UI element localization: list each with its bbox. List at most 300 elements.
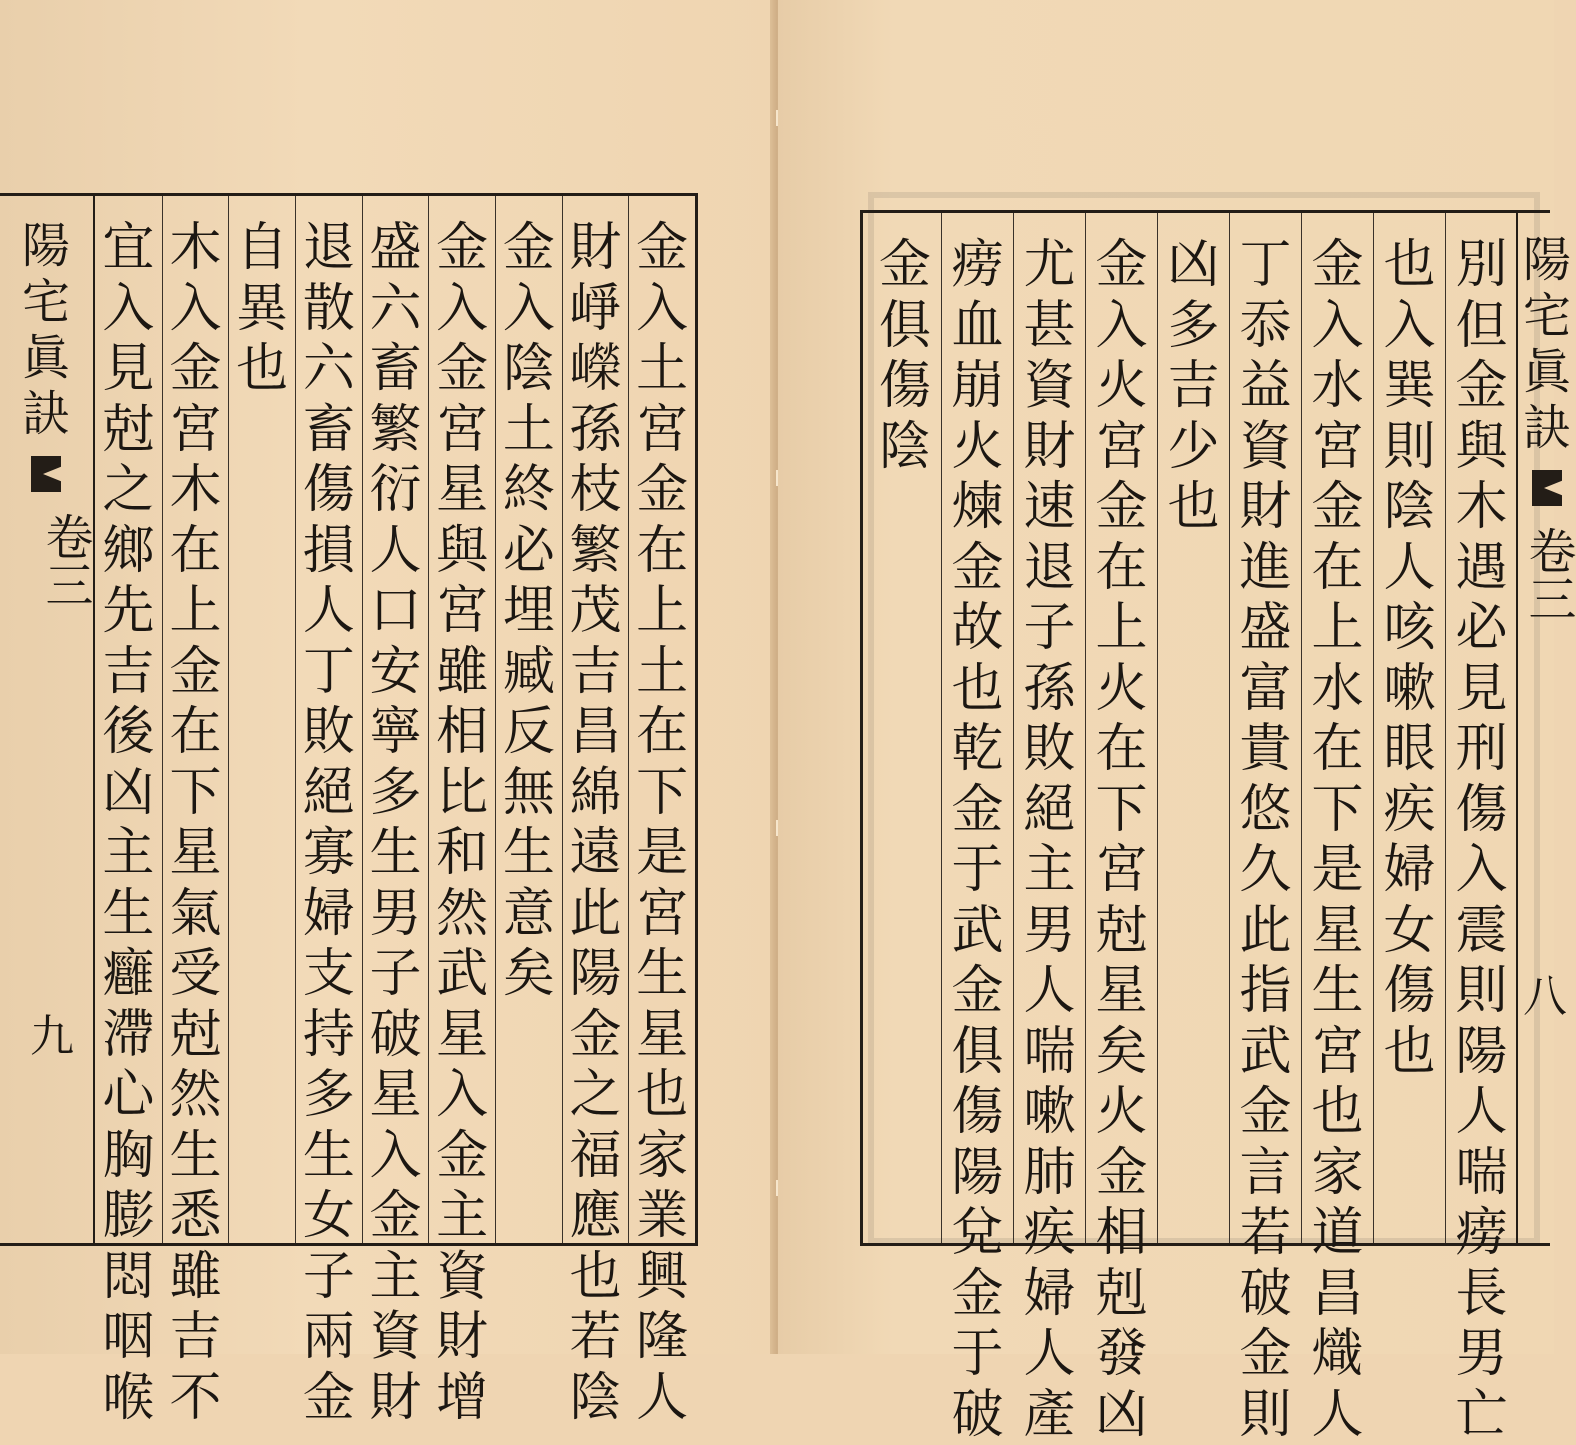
glyph: 血 [942, 296, 1013, 357]
text-column [1013, 213, 1085, 1243]
glyph: 生 [496, 823, 562, 884]
left-text-frame [0, 193, 698, 1246]
glyph: 在 [629, 702, 695, 763]
glyph: 少 [1158, 417, 1229, 478]
glyph: 女 [296, 1186, 362, 1247]
glyph: 受 [163, 944, 229, 1005]
glyph: 資 [1014, 356, 1085, 417]
fold-title-glyph: 訣 [1518, 400, 1576, 456]
glyph: 主 [1014, 840, 1085, 901]
glyph: 宮 [429, 400, 495, 461]
glyph: 然 [163, 1065, 229, 1126]
glyph: 金 [1230, 1324, 1301, 1385]
glyph: 人 [1014, 961, 1085, 1022]
right-text-frame [860, 210, 1550, 1246]
glyph: 久 [1230, 840, 1301, 901]
glyph: 男 [1446, 1324, 1517, 1385]
glyph: 埋 [496, 581, 562, 642]
glyph: 傷 [869, 356, 941, 417]
text-column [428, 196, 495, 1243]
glyph: 乾 [942, 719, 1013, 780]
glyph: 崩 [942, 356, 1013, 417]
text-column [869, 213, 941, 1243]
glyph: 增 [429, 1368, 495, 1429]
glyph: 土 [629, 339, 695, 400]
glyph: 必 [496, 521, 562, 582]
left-page [0, 0, 778, 1354]
glyph: 先 [95, 581, 162, 642]
text-column [628, 196, 695, 1243]
glyph: 金 [629, 460, 695, 521]
glyph: 下 [163, 763, 229, 824]
text-column [1157, 213, 1229, 1243]
glyph: 不 [163, 1368, 229, 1429]
glyph: 土 [496, 400, 562, 461]
glyph: 則 [1446, 961, 1517, 1022]
glyph: 但 [1446, 296, 1517, 357]
glyph: 財 [363, 1368, 429, 1429]
glyph: 道 [1302, 1203, 1373, 1264]
glyph: 在 [629, 521, 695, 582]
glyph: 在 [1302, 719, 1373, 780]
glyph: 入 [629, 279, 695, 340]
glyph: 盛 [1230, 598, 1301, 659]
glyph: 長 [1446, 1264, 1517, 1325]
text-column [941, 213, 1013, 1243]
glyph: 之 [95, 460, 162, 521]
glyph: 兌 [942, 1203, 1013, 1264]
glyph: 兩 [296, 1307, 362, 1368]
glyph: 金 [1302, 235, 1373, 296]
glyph: 雖 [163, 1247, 229, 1308]
glyph: 畜 [296, 400, 362, 461]
glyph: 福 [563, 1126, 629, 1187]
glyph: 入 [95, 279, 162, 340]
glyph: 損 [296, 521, 362, 582]
glyph: 金 [563, 1005, 629, 1066]
glyph: 婦 [1374, 840, 1445, 901]
glyph: 敗 [1014, 719, 1085, 780]
glyph: 是 [629, 823, 695, 884]
glyph: 則 [1374, 417, 1445, 478]
glyph: 孫 [1014, 659, 1085, 720]
fold-title-glyph: 陽 [0, 218, 93, 274]
glyph: 滯 [95, 1005, 162, 1066]
glyph: 主 [95, 823, 162, 884]
glyph: 陰 [1374, 477, 1445, 538]
left-page-fold-margin [0, 196, 95, 1243]
glyph: 和 [429, 823, 495, 884]
glyph: 咳 [1374, 598, 1445, 659]
glyph: 衍 [363, 460, 429, 521]
glyph: 水 [1302, 356, 1373, 417]
glyph: 安 [363, 642, 429, 703]
glyph: 指 [1230, 961, 1301, 1022]
glyph: 絕 [1014, 780, 1085, 841]
glyph: 宮 [429, 581, 495, 642]
text-column [362, 196, 429, 1243]
glyph: 吉 [563, 642, 629, 703]
glyph: 土 [629, 642, 695, 703]
glyph: 則 [1230, 1385, 1301, 1445]
glyph: 退 [296, 218, 362, 279]
glyph: 入 [1374, 296, 1445, 357]
glyph: 上 [163, 581, 229, 642]
glyph: 悶 [95, 1247, 162, 1308]
glyph: 煉 [942, 477, 1013, 538]
glyph: 破 [1230, 1264, 1301, 1325]
glyph: 傷 [1446, 780, 1517, 841]
glyph: 陰 [496, 339, 562, 400]
glyph: 生 [296, 1126, 362, 1187]
glyph: 資 [363, 1307, 429, 1368]
glyph: 宮 [629, 884, 695, 945]
glyph: 女 [1374, 901, 1445, 962]
glyph: 金 [429, 218, 495, 279]
glyph: 嗽 [1374, 659, 1445, 720]
glyph: 財 [563, 218, 629, 279]
glyph: 生 [629, 944, 695, 1005]
glyph: 宮 [1302, 1022, 1373, 1083]
fold-title-glyph: 宅 [0, 274, 93, 330]
glyph: 男 [1014, 901, 1085, 962]
glyph: 矣 [496, 944, 562, 1005]
glyph: 相 [429, 702, 495, 763]
glyph: 凶 [1158, 235, 1229, 296]
glyph: 咽 [95, 1307, 162, 1368]
glyph: 破 [363, 1005, 429, 1066]
glyph: 財 [1230, 477, 1301, 538]
glyph: 相 [1086, 1203, 1157, 1264]
glyph: 人 [1302, 1385, 1373, 1445]
glyph: 盛 [363, 218, 429, 279]
glyph: 喘 [1446, 1143, 1517, 1204]
text-column [1229, 213, 1301, 1243]
glyph: 隆 [629, 1307, 695, 1368]
fold-title-glyph: 宅 [1518, 288, 1576, 344]
glyph: 鄉 [95, 521, 162, 582]
glyph: 多 [363, 763, 429, 824]
glyph: 退 [1014, 538, 1085, 599]
glyph: 火 [1086, 659, 1157, 720]
glyph: 金 [163, 642, 229, 703]
glyph: 俱 [869, 296, 941, 357]
fishtail-mark-icon [1532, 470, 1562, 506]
glyph: 見 [95, 339, 162, 400]
glyph: 寡 [296, 823, 362, 884]
glyph: 宮 [1302, 417, 1373, 478]
glyph: 資 [1230, 417, 1301, 478]
glyph: 星 [429, 1005, 495, 1066]
glyph: 宮 [1086, 417, 1157, 478]
glyph: 多 [1158, 296, 1229, 357]
glyph: 也 [1302, 1082, 1373, 1143]
text-column [562, 196, 629, 1243]
glyph: 于 [942, 1324, 1013, 1385]
glyph: 木 [163, 218, 229, 279]
fold-title-glyph: 陽 [1518, 232, 1576, 288]
glyph: 雖 [429, 642, 495, 703]
glyph: 人 [1014, 1324, 1085, 1385]
glyph: 上 [1086, 598, 1157, 659]
glyph: 茂 [563, 581, 629, 642]
glyph: 心 [95, 1065, 162, 1126]
glyph: 疾 [1374, 780, 1445, 841]
glyph: 六 [363, 279, 429, 340]
glyph: 金 [1086, 1143, 1157, 1204]
glyph: 男 [363, 884, 429, 945]
glyph: 入 [363, 1126, 429, 1187]
fold-juan-label: 卷三 [0, 500, 93, 620]
glyph: 婦 [1014, 1264, 1085, 1325]
glyph: 傷 [296, 460, 362, 521]
glyph: 持 [296, 1005, 362, 1066]
glyph: 在 [163, 521, 229, 582]
glyph: 火 [1086, 356, 1157, 417]
glyph: 喘 [1014, 1022, 1085, 1083]
glyph: 也 [563, 1247, 629, 1308]
glyph: 也 [1158, 477, 1229, 538]
glyph: 絕 [296, 763, 362, 824]
glyph: 繁 [563, 521, 629, 582]
glyph: 氣 [163, 884, 229, 945]
fold-title-glyph: 眞 [0, 330, 93, 386]
glyph: 人 [629, 1368, 695, 1429]
glyph: 入 [496, 279, 562, 340]
glyph: 子 [296, 1247, 362, 1308]
glyph: 富 [1230, 659, 1301, 720]
glyph: 也 [1374, 1022, 1445, 1083]
glyph: 金 [363, 1186, 429, 1247]
glyph: 進 [1230, 538, 1301, 599]
glyph: 遠 [563, 823, 629, 884]
text-column [1301, 213, 1373, 1243]
glyph: 主 [429, 1186, 495, 1247]
glyph: 寧 [363, 702, 429, 763]
glyph: 是 [1302, 840, 1373, 901]
text-column [162, 196, 229, 1243]
glyph: 陽 [563, 944, 629, 1005]
glyph: 剋 [1086, 1264, 1157, 1325]
glyph: 入 [429, 1065, 495, 1126]
glyph: 星 [363, 1065, 429, 1126]
glyph: 與 [1446, 417, 1517, 478]
glyph: 與 [429, 521, 495, 582]
glyph: 散 [296, 279, 362, 340]
glyph: 陰 [869, 417, 941, 478]
glyph: 速 [1014, 477, 1085, 538]
glyph: 金 [163, 339, 229, 400]
glyph: 武 [942, 901, 1013, 962]
glyph: 悠 [1230, 780, 1301, 841]
glyph: 宮 [629, 400, 695, 461]
glyph: 繁 [363, 400, 429, 461]
glyph: 金 [1230, 1082, 1301, 1143]
glyph: 也 [1374, 235, 1445, 296]
text-column [1445, 213, 1517, 1243]
glyph: 無 [496, 763, 562, 824]
text-column [1373, 213, 1445, 1243]
glyph: 上 [1302, 598, 1373, 659]
glyph: 金 [942, 1264, 1013, 1325]
glyph: 尅 [163, 1005, 229, 1066]
glyph: 子 [363, 944, 429, 1005]
glyph: 綿 [563, 763, 629, 824]
glyph: 六 [296, 339, 362, 400]
glyph: 此 [1230, 901, 1301, 962]
glyph: 在 [1086, 538, 1157, 599]
glyph: 金 [629, 218, 695, 279]
glyph: 金 [942, 538, 1013, 599]
glyph: 此 [563, 884, 629, 945]
glyph: 枝 [563, 460, 629, 521]
glyph: 若 [563, 1307, 629, 1368]
glyph: 火 [942, 417, 1013, 478]
glyph: 也 [629, 1065, 695, 1126]
glyph: 必 [1446, 598, 1517, 659]
glyph: 入 [1446, 840, 1517, 901]
fishtail-mark-icon [31, 456, 61, 492]
glyph: 星 [1302, 901, 1373, 962]
glyph: 傷 [1374, 961, 1445, 1022]
glyph: 故 [942, 598, 1013, 659]
glyph: 悉 [163, 1186, 229, 1247]
glyph: 震 [1446, 901, 1517, 962]
glyph: 星 [429, 460, 495, 521]
glyph: 膨 [95, 1186, 162, 1247]
text-column [95, 196, 162, 1243]
glyph: 下 [629, 763, 695, 824]
glyph: 宮 [1086, 840, 1157, 901]
text-column [1085, 213, 1157, 1243]
glyph: 比 [429, 763, 495, 824]
glyph: 終 [496, 460, 562, 521]
glyph: 反 [496, 702, 562, 763]
glyph: 忝 [1230, 296, 1301, 357]
glyph: 婦 [296, 884, 362, 945]
glyph: 俱 [942, 1022, 1013, 1083]
glyph: 後 [95, 702, 162, 763]
glyph: 凶 [95, 763, 162, 824]
glyph: 益 [1230, 356, 1301, 417]
glyph: 尅 [1086, 901, 1157, 962]
glyph: 宮 [163, 400, 229, 461]
glyph: 金 [1446, 356, 1517, 417]
glyph: 崢 [563, 279, 629, 340]
glyph: 生 [163, 1126, 229, 1187]
glyph: 在 [163, 702, 229, 763]
glyph: 興 [629, 1247, 695, 1308]
glyph: 資 [429, 1247, 495, 1308]
glyph: 金 [429, 1126, 495, 1187]
left-folio-number: 九 [30, 1000, 74, 1064]
glyph: 丁 [296, 642, 362, 703]
glyph: 金 [1086, 235, 1157, 296]
glyph: 金 [1086, 477, 1157, 538]
right-page [778, 0, 1554, 1354]
fold-title-glyph: 眞 [1518, 344, 1576, 400]
glyph: 傷 [942, 1082, 1013, 1143]
glyph: 口 [363, 581, 429, 642]
glyph: 貴 [1230, 719, 1301, 780]
glyph: 異 [229, 279, 295, 340]
glyph: 矣 [1086, 1022, 1157, 1083]
glyph: 家 [629, 1126, 695, 1187]
glyph: 熾 [1302, 1324, 1373, 1385]
glyph: 產 [1014, 1385, 1085, 1445]
glyph: 主 [363, 1247, 429, 1308]
glyph: 火 [1086, 1082, 1157, 1143]
glyph: 也 [942, 659, 1013, 720]
glyph: 胸 [95, 1126, 162, 1187]
glyph: 發 [1086, 1324, 1157, 1385]
glyph: 陰 [563, 1368, 629, 1429]
glyph: 破 [942, 1385, 1013, 1445]
glyph: 疾 [1014, 1203, 1085, 1264]
glyph: 昌 [563, 702, 629, 763]
glyph: 財 [1014, 417, 1085, 478]
glyph: 生 [1302, 961, 1373, 1022]
glyph: 多 [296, 1065, 362, 1126]
glyph: 入 [1302, 296, 1373, 357]
glyph: 星 [1086, 961, 1157, 1022]
glyph: 凶 [1086, 1385, 1157, 1445]
glyph: 之 [563, 1065, 629, 1126]
glyph: 木 [1446, 477, 1517, 538]
glyph: 肺 [1014, 1143, 1085, 1204]
glyph: 金 [429, 339, 495, 400]
fold-juan-label: 卷三 [1518, 514, 1576, 634]
glyph: 金 [296, 1368, 362, 1429]
glyph: 丁 [1230, 235, 1301, 296]
glyph: 然 [429, 884, 495, 945]
glyph: 孫 [563, 400, 629, 461]
glyph: 陽 [1446, 1022, 1517, 1083]
glyph: 生 [95, 884, 162, 945]
glyph: 遇 [1446, 538, 1517, 599]
glyph: 別 [1446, 235, 1517, 296]
glyph: 人 [363, 521, 429, 582]
glyph: 吉 [1158, 356, 1229, 417]
glyph: 下 [1086, 780, 1157, 841]
glyph: 嶸 [563, 339, 629, 400]
glyph: 人 [296, 581, 362, 642]
glyph: 金 [496, 218, 562, 279]
glyph: 武 [429, 944, 495, 1005]
glyph: 見 [1446, 659, 1517, 720]
glyph: 水 [1302, 659, 1373, 720]
glyph: 甚 [1014, 296, 1085, 357]
glyph: 尤 [1014, 235, 1085, 296]
text-column [295, 196, 362, 1243]
glyph: 陽 [942, 1143, 1013, 1204]
glyph: 業 [629, 1186, 695, 1247]
glyph: 財 [429, 1307, 495, 1368]
glyph: 喉 [95, 1368, 162, 1429]
glyph: 也 [229, 339, 295, 400]
glyph: 癰 [95, 944, 162, 1005]
glyph: 吉 [163, 1307, 229, 1368]
fold-title-glyph: 訣 [0, 386, 93, 442]
glyph: 上 [629, 581, 695, 642]
glyph: 于 [942, 840, 1013, 901]
text-column [495, 196, 562, 1243]
glyph: 星 [163, 823, 229, 884]
glyph: 入 [163, 279, 229, 340]
glyph: 巽 [1374, 356, 1445, 417]
glyph: 意 [496, 884, 562, 945]
glyph: 刑 [1446, 719, 1517, 780]
